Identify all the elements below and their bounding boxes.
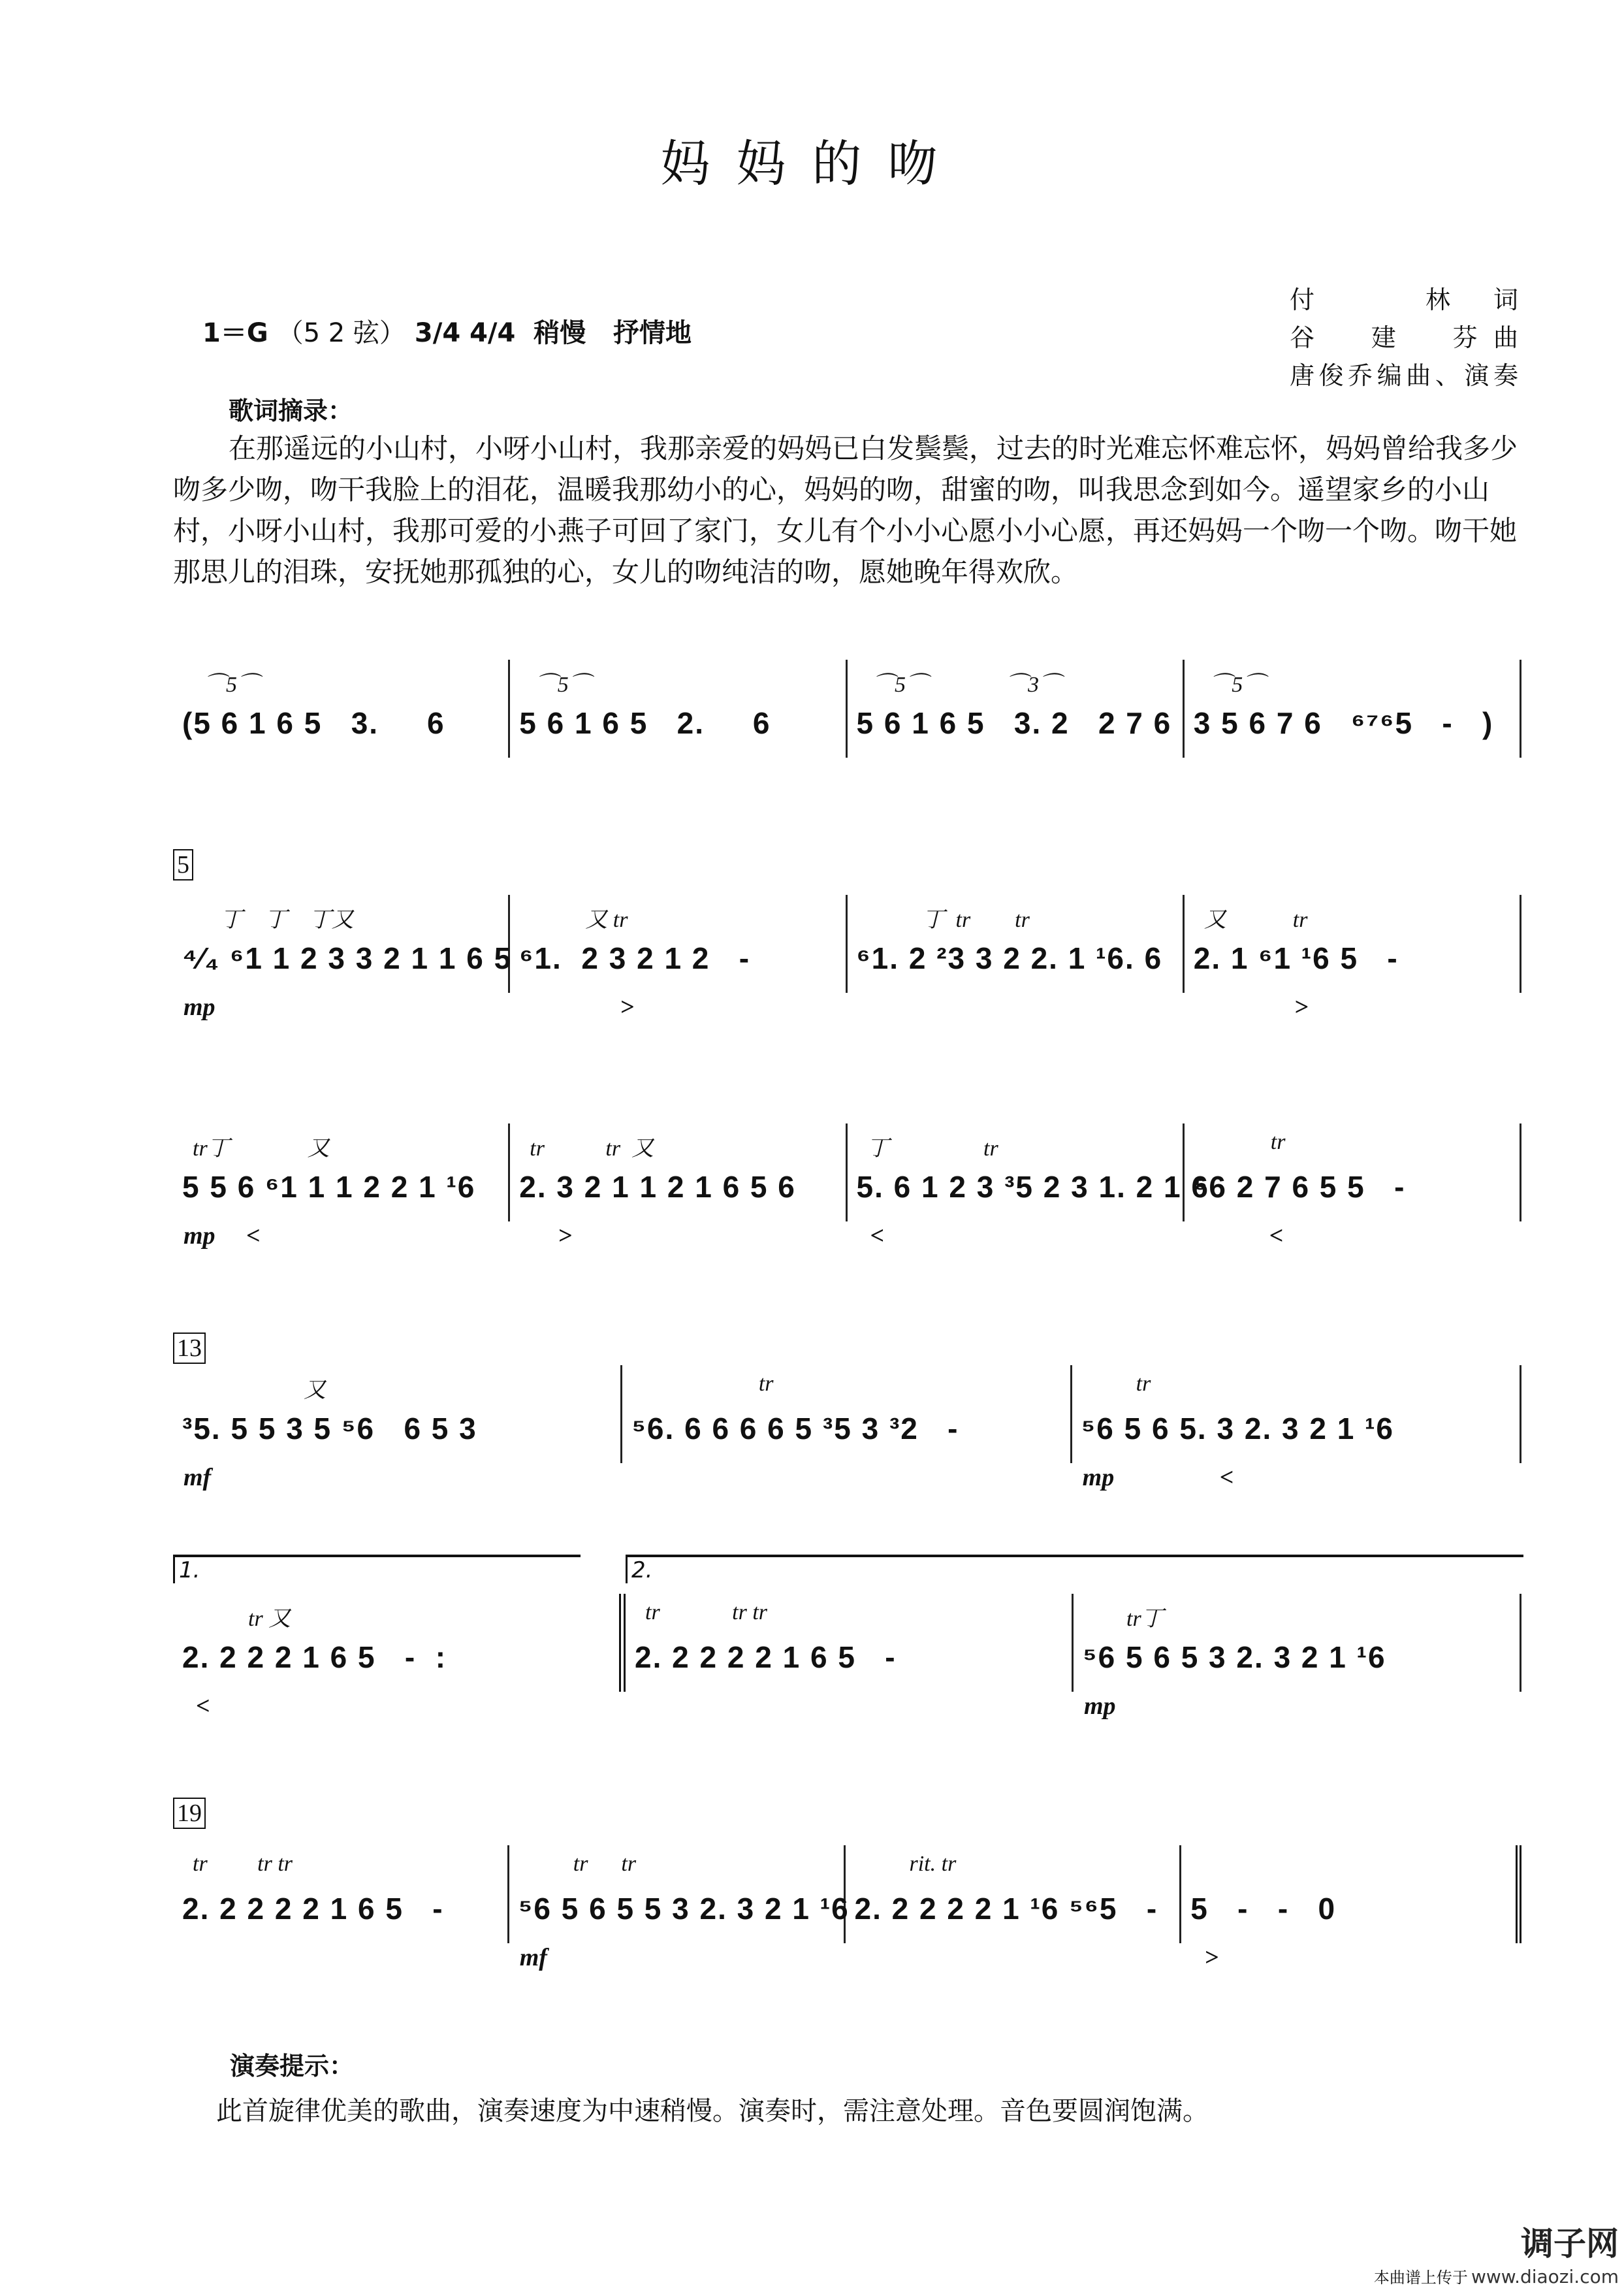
- measure: [1074, 1594, 1521, 1720]
- annotation-above: tr tr 又: [530, 1137, 654, 1161]
- measure: [173, 1557, 626, 1720]
- annotation-above: tr: [1091, 1372, 1151, 1396]
- measure-notes: ⁴⁄₄ ⁶1 1 2 3 3 2 1 1 6 5: [182, 941, 513, 975]
- dynamics-below: <: [1194, 1222, 1284, 1250]
- measure-notes: 2. 3 2 1 1 2 1 6 5 6: [519, 1170, 796, 1204]
- measure-notes: ⁵6 5 6 5 3 2. 3 2 1 ¹6: [1083, 1640, 1386, 1674]
- tempo: 稍慢: [533, 318, 586, 348]
- measure-notes: 2. 1 ⁶1 ¹6 5 -: [1193, 941, 1399, 975]
- hint-text: 此首旋律优美的歌曲，演奏速度为中速稍慢。演奏时，需注意处理。音色要圆润饱满。: [216, 2096, 1209, 2126]
- measure-notes: ⁶1. 2 3 2 1 2 -: [519, 941, 751, 975]
- volta-2: 2.: [626, 1555, 1523, 1583]
- measure: [1185, 660, 1521, 758]
- dynamics-below: >: [520, 1222, 572, 1250]
- credit-arranger: 唐俊乔编曲、演奏: [1290, 361, 1518, 390]
- measure-notes: 3 5 6 7 6 ⁶⁷⁶5 - ): [1193, 706, 1494, 740]
- measure: [509, 1845, 850, 1971]
- annotation-above: ⌒5⌒: [530, 673, 591, 697]
- measure-notes: 5 6 1 6 5 2. 6: [519, 706, 771, 740]
- measure-number: 5: [173, 849, 193, 880]
- measure-notes: 2. 2 2 2 2 1 ¹6 ⁵⁶5 -: [854, 1892, 1158, 1926]
- measure-number: 19: [173, 1798, 206, 1829]
- annotation-above: ⌒5⌒: [193, 673, 259, 697]
- measure: [173, 1845, 509, 1943]
- measure: [848, 895, 1185, 993]
- annotation-above: ⌒5⌒ ⌒3⌒: [867, 673, 1061, 697]
- key-signature-line: [202, 312, 692, 349]
- measure: [173, 1123, 510, 1250]
- credit-composer: 谷 建 芬曲: [1290, 323, 1518, 352]
- dynamics-below: >: [520, 994, 634, 1021]
- dynamics-below: mp: [1084, 1692, 1116, 1720]
- annotation-above: 又 tr: [1203, 908, 1308, 932]
- dynamics-below: >: [1192, 1944, 1218, 1971]
- measure-notes: 5 6 1 6 5 3. 2 2 7 6: [856, 706, 1172, 740]
- measure-notes: 2. 2 2 2 1 6 5 - :: [182, 1640, 447, 1674]
- expression: 抒情地: [613, 318, 692, 348]
- dynamics-below: mp: [183, 994, 215, 1021]
- annotation-above: 丁 丁 丁又: [193, 908, 354, 932]
- measure-number: 13: [173, 1333, 206, 1364]
- measure: [1181, 1845, 1521, 1971]
- measure-notes: 2. 2 2 2 2 1 6 5 -: [635, 1640, 897, 1674]
- annotation-above: rit. tr: [865, 1852, 957, 1876]
- measure: [173, 1365, 622, 1491]
- measure: [510, 895, 847, 1021]
- score-system: [173, 660, 1521, 803]
- annotation-above: tr丁: [1093, 1607, 1164, 1631]
- annotation-above: tr: [642, 1372, 774, 1396]
- annotation-above: tr tr: [528, 1852, 637, 1876]
- measure: [626, 1557, 1074, 1692]
- measure-notes: 5 - - 0: [1190, 1892, 1337, 1926]
- dynamics-below: mp <: [1082, 1464, 1234, 1491]
- annotation-above: 丁 tr: [867, 1137, 998, 1161]
- watermark-url: www.diaozi.com: [1471, 2266, 1619, 2287]
- watermark-brand: 调子网: [1521, 2225, 1619, 2263]
- measure-notes: 2. 2 2 2 2 1 6 5 -: [182, 1892, 444, 1926]
- watermark-upload: 本曲谱上传于: [1373, 2269, 1468, 2287]
- measure: [1072, 1365, 1521, 1491]
- annotation-above: ⌒5⌒: [1203, 673, 1266, 697]
- dynamics-below: mp <: [183, 1222, 261, 1250]
- measure-notes: ⁶1. 2 ²3 3 2 2. 1 ¹6. 6: [856, 941, 1163, 975]
- measure-notes: ⁵6 5 6 5. 3 2. 3 2 1 ¹6: [1081, 1412, 1394, 1446]
- score-title: 妈妈的吻: [660, 135, 964, 193]
- dynamics-below: mf: [183, 1464, 212, 1491]
- dynamics-below: <: [183, 1692, 210, 1720]
- volta-1: 1.: [173, 1555, 581, 1583]
- measure: [510, 1123, 847, 1250]
- measure-notes: ⁵6 5 6 5 5 3 2. 3 2 1 ¹6: [518, 1892, 850, 1926]
- watermark: [1374, 2218, 1619, 2287]
- measure: [1185, 1123, 1521, 1250]
- lyrics-text: 在那遥远的小山村，小呀小山村，我那亲爱的妈妈已白发鬓鬓，过去的时光难忘怀难忘怀，妈妈曾给我多少吻多少吻，吻干我脸上的泪花，温暖我那幼小的心，妈妈的吻，甜蜜的吻，叫我思念到如今。遥望家乡的小山村，小呀小山村，我那可爱的小燕子可回了家门，女儿有个小小心愿小小心愿，再还妈妈一个吻一个吻。吻干她那思儿的泪珠，安抚她那孤独的心，女儿的吻纯洁的吻，愿她晚年得欢欣。: [173, 432, 1518, 588]
- dynamics-below: mf: [519, 1944, 547, 1971]
- measure-notes: (5 6 1 6 5 3. 6: [182, 706, 445, 740]
- measure-notes: 5 5 6 ⁶1 1 1 2 2 1 ¹6: [182, 1170, 476, 1204]
- measure: [173, 895, 513, 1021]
- score-system: [173, 1365, 1521, 1509]
- measure: [510, 660, 847, 758]
- annotation-above: tr tr tr: [645, 1600, 768, 1624]
- measure: [848, 660, 1185, 758]
- measure-notes: ⁵6 2 7 6 5 5 -: [1193, 1170, 1406, 1204]
- annotation-above: tr: [1203, 1130, 1286, 1154]
- annotation-above: tr 又: [193, 1607, 291, 1631]
- measure: [846, 1845, 1182, 1943]
- measure-notes: 5. 6 1 2 3 ³5 2 3 1. 2 1 6: [856, 1170, 1209, 1204]
- time-signature: 3/4 4/4: [414, 318, 516, 348]
- annotation-above: tr丁 又: [193, 1137, 330, 1161]
- score-system: [173, 895, 1521, 1039]
- annotation-above: tr tr tr: [193, 1852, 293, 1876]
- key: 1＝G: [202, 318, 268, 348]
- measure: [848, 1123, 1209, 1250]
- measure: [173, 660, 510, 758]
- lyrics-heading: 歌词摘录：: [229, 396, 353, 425]
- dynamics-below: <: [857, 1222, 885, 1250]
- measure-notes: ³5. 5 5 3 5 ⁵6 6 5 3: [182, 1412, 477, 1446]
- annotation-above: 丁 tr tr: [867, 908, 1030, 932]
- dynamics-below: >: [1194, 994, 1309, 1021]
- annotation-above: 又 tr: [530, 908, 628, 932]
- hint-heading: 演奏提示：: [230, 2052, 355, 2080]
- annotation-above: 又: [193, 1378, 326, 1402]
- score-system: [173, 1123, 1521, 1267]
- score-system: [173, 1557, 1521, 1737]
- measure-notes: ⁵6. 6 6 6 6 5 ³5 3 ³2 -: [631, 1412, 959, 1446]
- measure: [1185, 895, 1521, 1021]
- tuning: （5 2 弦）: [277, 318, 406, 348]
- score-system: [173, 1845, 1521, 1989]
- measure: [622, 1365, 1072, 1463]
- credit-lyricist: 付 林词: [1290, 285, 1518, 314]
